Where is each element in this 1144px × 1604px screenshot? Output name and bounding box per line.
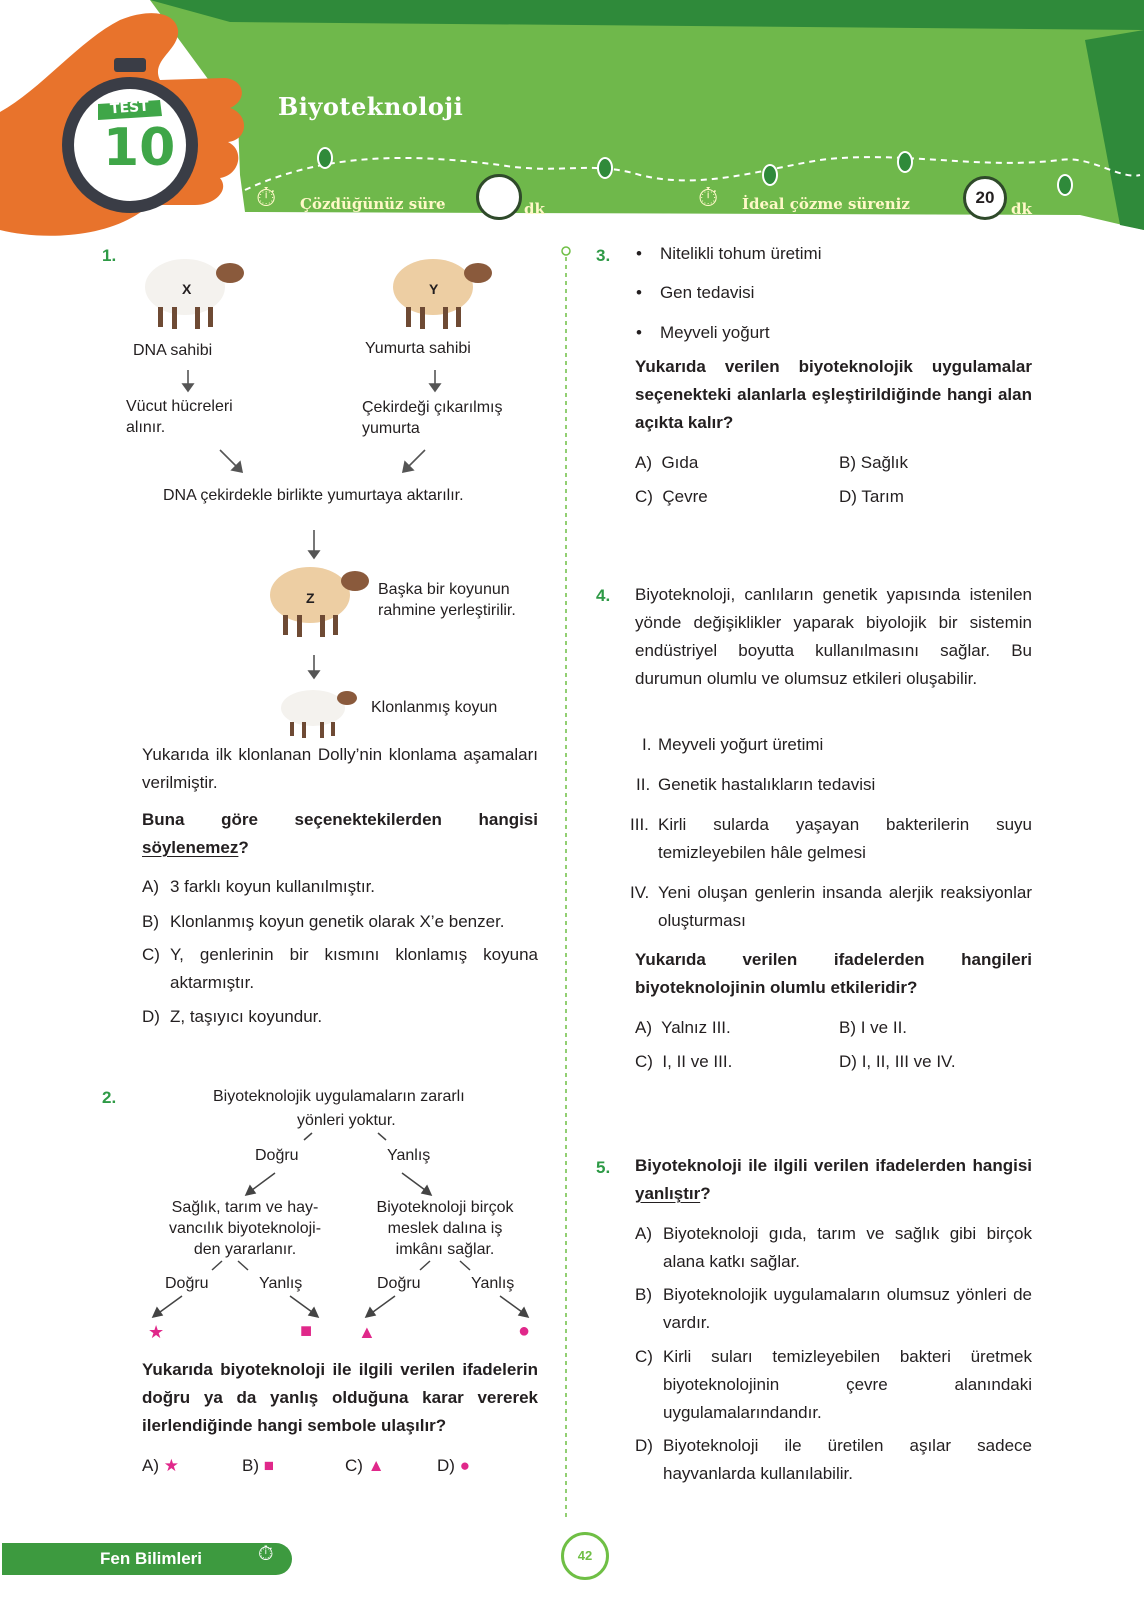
left-true-label: Doğru bbox=[165, 1275, 209, 1292]
option-b[interactable]: B) Biyoteknolojik uygulamaların olumsuz yönleri de vardır. bbox=[635, 1285, 1032, 1332]
question-prompt: Yukarıda verilen biyoteknolojik uygulamalar seçenekteki alanlarla eşleştirildiğinde hangi alan açıkta kalır? bbox=[635, 357, 1032, 432]
sheep-y-label: Y bbox=[429, 281, 439, 297]
statement-i: I. Meyveli yoğurt üretimi bbox=[642, 735, 824, 754]
solve-time-input[interactable] bbox=[476, 174, 522, 220]
option-d[interactable]: D) ● bbox=[437, 1456, 470, 1475]
body-cells-label: Vücut hücreleri bbox=[126, 398, 233, 415]
option-c[interactable]: C) Y, genlerinin bir kısmını klonlamış koyuna aktarmıştır. bbox=[142, 945, 538, 992]
question-prompt: Buna göre seçenektekilerden hangisi söylenemez? bbox=[142, 810, 538, 857]
clone-flow-arrows bbox=[130, 360, 550, 540]
question-prompt: Yukarıda verilen ifadelerden hangileri biyoteknolojinin olumlu etkileridir? bbox=[635, 950, 1032, 997]
false-label: Yanlış bbox=[387, 1147, 431, 1164]
left-false-label: Yanlış bbox=[259, 1275, 303, 1292]
circle-symbol: ● bbox=[518, 1320, 531, 1342]
ideal-time-label: İdeal çözme süreniz bbox=[742, 195, 910, 213]
sheep-y-image bbox=[388, 245, 498, 335]
tree-root-label-2: yönleri yoktur. bbox=[297, 1112, 396, 1129]
ideal-time-value: 20 bbox=[963, 176, 1007, 220]
sheep-z-label: Z bbox=[306, 590, 315, 606]
bullet-item: • Gen tedavisi bbox=[636, 283, 755, 302]
option-b[interactable]: B) Klonlanmış koyun genetik olarak X’e benzer. bbox=[142, 912, 505, 931]
question-number: 5. bbox=[596, 1158, 611, 1177]
option-c[interactable]: C) I, II ve III. bbox=[635, 1052, 733, 1071]
transfer-label: DNA çekirdekle birlikte yumurtaya aktarılır. bbox=[163, 487, 464, 504]
option-a[interactable]: A) 3 farklı koyun kullanılmıştır. bbox=[142, 877, 376, 896]
triangle-symbol: ▲ bbox=[358, 1322, 376, 1342]
sheep-x-image bbox=[140, 245, 250, 335]
option-a[interactable]: A) Biyoteknoloji gıda, tarım ve sağlık gibi birçok alana katkı sağlar. bbox=[635, 1224, 1032, 1271]
right-node: Biyoteknoloji birçok meslek dalına iş imkânı sağlar. bbox=[376, 1199, 514, 1258]
stopwatch-icon: ⏱ bbox=[256, 182, 277, 212]
option-c[interactable]: C) Çevre bbox=[635, 487, 708, 506]
square-symbol: ■ bbox=[300, 1320, 313, 1342]
page-title: Biyoteknoloji bbox=[278, 92, 464, 121]
egg-label: Çekirdeği çıkarılmış bbox=[362, 399, 503, 416]
cloned-label: Klonlanmış koyun bbox=[371, 699, 498, 716]
egg-label-2: yumurta bbox=[362, 420, 420, 437]
statement-iii: III. Kirli sularda yaşayan bakterilerin suyu temizleyebilen hâle gelmesi bbox=[630, 815, 1032, 862]
option-b[interactable]: B) ■ bbox=[242, 1456, 275, 1475]
question-prompt: Biyoteknoloji ile ilgili verilen ifadelerden hangisi yanlıştır? bbox=[635, 1156, 1032, 1203]
column-divider bbox=[560, 245, 572, 1525]
solve-time-unit: dk bbox=[524, 200, 545, 218]
question-prompt: Yukarıda biyoteknoloji ile ilgili verilen ifadelerin doğru ya da yanlış olduğuna karar vererek ilerlendiğinde hangi sembole ulaşılır? bbox=[142, 1360, 538, 1435]
question-number: 4. bbox=[596, 586, 611, 605]
ideal-time-unit: dk bbox=[1011, 200, 1032, 218]
test-number: 10 bbox=[103, 118, 176, 178]
sheep-x-label: X bbox=[182, 281, 192, 297]
dna-owner-label: DNA sahibi bbox=[133, 342, 213, 359]
question-stem: Yukarıda ilk klonlanan Dolly’nin klonlama aşamaları verilmiştir. bbox=[142, 745, 538, 792]
stopwatch-icon: ⏱ bbox=[258, 1543, 274, 1565]
option-d[interactable]: D) I, II, III ve IV. bbox=[839, 1052, 956, 1071]
body-cells-label-2: alınır. bbox=[126, 419, 166, 436]
page-number: 42 bbox=[561, 1532, 609, 1580]
option-a[interactable]: A) Gıda bbox=[635, 453, 699, 472]
bullet-item: • Nitelikli tohum üretimi bbox=[636, 244, 822, 263]
test-label: TEST bbox=[109, 98, 150, 118]
option-a[interactable]: A) Yalnız III. bbox=[635, 1018, 731, 1037]
question-number: 3. bbox=[596, 246, 611, 265]
option-b[interactable]: B) Sağlık bbox=[839, 453, 908, 472]
question-number: 2. bbox=[102, 1088, 117, 1107]
question-stem: Biyoteknoloji, canlıların genetik yapısında istenilen yönde değişiklikler yaparak biyolojik bir sistemin endüstriyel boyutta kullanılmasını sağlar. Bu durumun olumlu ve olumsuz etkileri oluşabilir. bbox=[635, 585, 1032, 688]
left-node: Sağlık, tarım ve hay- vancılık biyoteknoloji- den yararlanır. bbox=[168, 1199, 322, 1258]
stopwatch-icon: ⏱ bbox=[698, 182, 719, 212]
true-label: Doğru bbox=[255, 1147, 299, 1164]
statement-iv: IV. Yeni oluşan genlerin insanda alerjik reaksiyonlar oluşturması bbox=[630, 883, 1032, 930]
option-c[interactable]: C) Kirli suları temizleyebilen bakteri üretmek biyoteknolojinin çevre alanındaki uygulamalarındandır. bbox=[635, 1347, 1032, 1422]
womb-label: Başka bir koyunun bbox=[378, 581, 510, 598]
option-b[interactable]: B) I ve II. bbox=[839, 1018, 908, 1037]
tree-root-label: Biyoteknolojik uygulamaların zararlı bbox=[213, 1088, 465, 1105]
footer-subject: Fen Bilimleri bbox=[100, 1549, 203, 1568]
option-d[interactable]: D) Biyoteknoloji ile üretilen aşılar sadece hayvanlarda kullanılabilir. bbox=[635, 1436, 1032, 1483]
star-symbol: ★ bbox=[148, 1322, 165, 1342]
question-number: 1. bbox=[102, 246, 117, 265]
right-false-label: Yanlış bbox=[471, 1275, 515, 1292]
womb-label-2: rahmine yerleştirilir. bbox=[378, 602, 516, 619]
option-d[interactable]: D) Z, taşıyıcı koyundur. bbox=[142, 1007, 323, 1026]
egg-owner-label: Yumurta sahibi bbox=[365, 340, 471, 357]
option-c[interactable]: C) ▲ bbox=[345, 1456, 385, 1475]
option-d[interactable]: D) Tarım bbox=[839, 487, 904, 506]
sheep-z-image bbox=[265, 553, 375, 643]
solve-time-label: Çözdüğünüz süre bbox=[300, 195, 446, 213]
statement-ii: II. Genetik hastalıkların tedavisi bbox=[636, 775, 876, 794]
bullet-item: • Meyveli yoğurt bbox=[636, 323, 770, 342]
option-a[interactable]: A) ★ bbox=[142, 1456, 179, 1475]
cloned-sheep-image bbox=[275, 682, 365, 742]
right-true-label: Doğru bbox=[377, 1275, 421, 1292]
